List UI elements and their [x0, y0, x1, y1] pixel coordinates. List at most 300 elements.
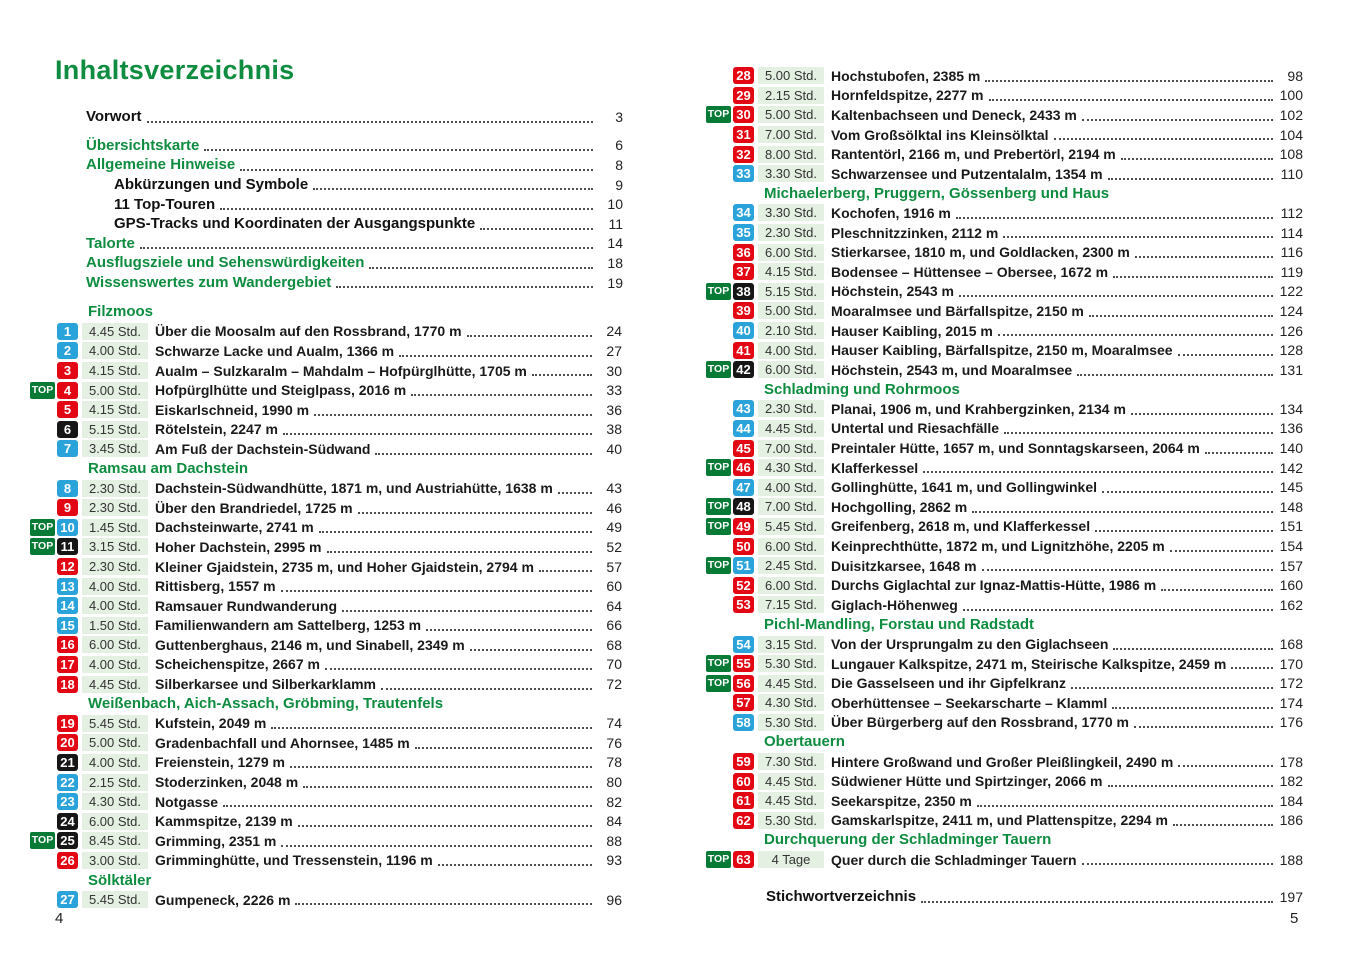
dot-leader — [1003, 236, 1273, 238]
toc-entry — [30, 635, 622, 655]
tour-title: Scheichenspitze, 2667 m — [155, 656, 320, 673]
toc-entry — [30, 655, 622, 675]
page-number: 74 — [606, 715, 622, 732]
top-badge-slot — [30, 519, 57, 536]
dot-leader — [921, 901, 1273, 903]
tour-duration: 5.00 Std. — [758, 67, 824, 84]
tour-title: Giglach-Höhenweg — [831, 596, 958, 613]
dot-leader — [1121, 158, 1273, 160]
tour-duration: 3.00 Std. — [82, 852, 148, 869]
tour-number-badge: 41 — [733, 342, 754, 359]
tour-title: Über Bürgerberg auf den Rossbrand, 1770 m — [831, 714, 1129, 731]
tour-duration: 5.45 Std. — [82, 891, 148, 908]
tour-number-badge: 31 — [733, 126, 754, 143]
toc-entry — [30, 557, 622, 577]
front-matter-label: Abkürzungen und Symbole — [114, 176, 309, 194]
tour-title: Quer durch die Schladminger Tauern — [831, 851, 1077, 868]
page-number: 46 — [606, 499, 622, 516]
tour-number-badge: 2 — [57, 342, 78, 359]
toc-section-heading-row — [706, 615, 1303, 635]
tour-title: Kaltenbachseen und Deneck, 2433 m — [831, 106, 1077, 123]
tour-duration: 7.00 Std. — [758, 498, 824, 515]
tour-duration: 7.00 Std. — [758, 440, 824, 457]
dot-leader — [381, 688, 592, 690]
toc-entry — [30, 576, 622, 596]
tour-title: Freienstein, 1279 m — [155, 754, 285, 771]
dot-leader — [985, 80, 1273, 82]
dot-leader — [480, 228, 593, 230]
tour-title: Kufstein, 2049 m — [155, 715, 267, 732]
left-column — [30, 302, 622, 909]
page-number: 162 — [1279, 596, 1303, 613]
toc-entry — [706, 693, 1303, 713]
top-badge-slot — [706, 459, 733, 476]
tour-title: Lungauer Kalkspitze, 2471 m, Steirische Kalkspitze, 2459 m — [831, 655, 1227, 672]
dot-leader — [1131, 413, 1273, 415]
section-heading: Durchquerung der Schladminger Tauern — [764, 831, 1052, 849]
tour-title: Rötelstein, 2247 m — [155, 421, 278, 438]
tour-number-badge: 58 — [733, 714, 754, 731]
tour-duration: 2.15 Std. — [82, 774, 148, 791]
toc-section-heading-row — [706, 732, 1303, 752]
dot-leader — [271, 727, 592, 729]
tour-number-badge: 42 — [733, 361, 754, 378]
dot-leader — [470, 649, 592, 651]
page-number: 68 — [606, 636, 622, 653]
section-heading: Obertauern — [764, 733, 845, 751]
toc-entry — [30, 811, 622, 831]
top-badge: TOP — [706, 283, 731, 300]
toc-entry — [706, 282, 1303, 302]
tour-title: Greifenberg, 2618 m, und Klafferkessel — [831, 518, 1091, 535]
dot-leader — [290, 766, 592, 768]
tour-duration: 4.45 Std. — [758, 792, 824, 809]
toc-entry — [706, 850, 1303, 870]
toc-entry — [706, 419, 1303, 439]
top-badge: TOP — [30, 382, 55, 399]
page-number: 30 — [606, 362, 622, 379]
page-number: 170 — [1279, 655, 1303, 672]
page-number: 70 — [606, 656, 622, 673]
toc-entry — [706, 673, 1303, 693]
tour-number-badge: 35 — [733, 224, 754, 241]
tour-title: Keinprechthütte, 1872 m, und Lignitzhöhe, 2205 m — [831, 538, 1165, 555]
index-entry-row — [766, 887, 1303, 907]
tour-number-badge: 26 — [57, 852, 78, 869]
dot-leader — [369, 267, 593, 269]
dot-leader — [426, 629, 592, 631]
dot-leader — [1089, 315, 1273, 317]
dot-leader — [989, 99, 1274, 101]
toc-entry — [30, 674, 622, 694]
tour-title: Kochofen, 1916 m — [831, 204, 951, 221]
dot-leader — [532, 374, 592, 376]
tour-duration: 5.30 Std. — [758, 655, 824, 672]
dot-leader — [558, 492, 592, 494]
toc-section-heading-row — [30, 694, 622, 714]
tour-number-badge: 12 — [57, 558, 78, 575]
page-number: 84 — [606, 813, 622, 830]
front-matter-row — [86, 214, 623, 234]
tour-number-badge: 21 — [57, 754, 78, 771]
dot-leader — [342, 610, 592, 612]
tour-title: Dachstein-Südwandhütte, 1871 m, und Austriahütte, 1638 m — [155, 480, 553, 497]
tour-title: Silberkarsee und Silberkarklamm — [155, 676, 376, 693]
toc-entry — [30, 792, 622, 812]
top-badge: TOP — [706, 498, 731, 515]
top-badge: TOP — [30, 832, 55, 849]
tour-number-badge: 50 — [733, 538, 754, 555]
dot-leader — [411, 394, 592, 396]
dot-leader — [1102, 491, 1273, 493]
front-matter-label: GPS-Tracks und Koordinaten der Ausgangspunkte — [114, 215, 476, 233]
tour-number-badge: 8 — [57, 480, 78, 497]
tour-number-badge: 15 — [57, 617, 78, 634]
top-badge: TOP — [706, 106, 731, 123]
tour-number-badge: 52 — [733, 577, 754, 594]
tour-duration: 4.00 Std. — [82, 597, 148, 614]
page-number: 57 — [606, 558, 622, 575]
page-number: 160 — [1279, 577, 1303, 594]
page-number: 128 — [1279, 342, 1303, 359]
tour-number-badge: 43 — [733, 400, 754, 417]
tour-number-badge: 14 — [57, 597, 78, 614]
tour-duration: 4.15 Std. — [82, 401, 148, 418]
tour-title: Gollinghütte, 1641 m, und Gollingwinkel — [831, 479, 1098, 496]
tour-number-badge: 55 — [733, 655, 754, 672]
tour-title: Planai, 1906 m, und Krahbergzinken, 2134 m — [831, 400, 1126, 417]
dot-leader — [336, 286, 593, 288]
toc-entry — [706, 105, 1303, 125]
toc-entry — [706, 811, 1303, 831]
dot-leader — [1077, 374, 1273, 376]
tour-title: Hornfeldspitze, 2277 m — [831, 87, 984, 104]
tour-number-badge: 19 — [57, 715, 78, 732]
toc-entry — [706, 438, 1303, 458]
toc-entry — [706, 125, 1303, 145]
front-matter-row — [86, 234, 623, 254]
tour-duration: 4 Tage — [758, 851, 824, 868]
page-number: 18 — [607, 254, 623, 271]
dot-leader — [313, 188, 593, 190]
toc-entry — [706, 360, 1303, 380]
tour-title: Notgasse — [155, 793, 219, 810]
tour-duration: 5.45 Std. — [82, 715, 148, 732]
toc-entry — [30, 361, 622, 381]
top-badge-slot — [706, 106, 733, 123]
tour-title: Hofpürglhütte und Steiglpass, 2016 m — [155, 382, 407, 399]
toc-entry — [706, 321, 1303, 341]
top-badge: TOP — [706, 675, 731, 692]
page-number: 154 — [1279, 538, 1303, 555]
tour-number-badge: 63 — [733, 851, 754, 868]
tour-title: Seekarspitze, 2350 m — [831, 792, 972, 809]
page-number: 178 — [1279, 753, 1303, 770]
toc-entry — [706, 86, 1303, 106]
tour-duration: 5.00 Std. — [758, 106, 824, 123]
tour-duration: 2.30 Std. — [82, 480, 148, 497]
top-badge: TOP — [706, 655, 731, 672]
dot-leader — [415, 747, 592, 749]
page-number: 10 — [607, 196, 623, 213]
page-number: 80 — [606, 774, 622, 791]
tour-title: Gamskarlspitze, 2411 m, und Plattenspitze, 2294 m — [831, 812, 1168, 829]
dot-leader — [1082, 119, 1273, 121]
tour-title: Gumpeneck, 2226 m — [155, 891, 291, 908]
page-number: 142 — [1279, 459, 1303, 476]
tour-title: Die Gasselseen und ihr Gipfelkranz — [831, 675, 1066, 692]
dot-leader — [959, 295, 1273, 297]
tour-title: Höchstein, 2543 m, und Moaralmsee — [831, 361, 1073, 378]
tour-duration: 5.30 Std. — [758, 714, 824, 731]
footer-page-number-left: 4 — [55, 910, 64, 927]
front-matter-row — [86, 273, 623, 293]
page-number: 27 — [606, 342, 622, 359]
dot-leader — [1082, 863, 1273, 865]
tour-title: Hoher Dachstein, 2995 m — [155, 538, 322, 555]
dot-leader — [998, 334, 1273, 336]
dot-leader — [1113, 648, 1273, 650]
page-number: 168 — [1279, 636, 1303, 653]
tour-number-badge: 20 — [57, 734, 78, 751]
front-matter-label: Vorwort — [86, 108, 142, 126]
toc-entry — [30, 537, 622, 557]
toc-section-heading-row — [706, 830, 1303, 850]
section-heading: Ramsau am Dachstein — [88, 460, 249, 478]
tour-number-badge: 45 — [733, 440, 754, 457]
tour-number-badge: 16 — [57, 636, 78, 653]
tour-title: Hauser Kaibling, Bärfallspitze, 2150 m, Moaralmsee — [831, 342, 1173, 359]
toc-entry — [706, 497, 1303, 517]
tour-duration: 8.00 Std. — [758, 146, 824, 163]
toc-entry — [30, 439, 622, 459]
page-number: 172 — [1279, 675, 1303, 692]
tour-duration: 4.00 Std. — [758, 342, 824, 359]
top-badge-slot — [30, 538, 57, 555]
dot-leader — [1108, 785, 1274, 787]
dot-leader — [1134, 726, 1273, 728]
top-badge-slot — [706, 675, 733, 692]
dot-leader — [1054, 138, 1273, 140]
tour-title: Dachsteinwarte, 2741 m — [155, 519, 314, 536]
section-heading: Weißenbach, Aich-Assach, Gröbming, Trautenfels — [88, 695, 444, 713]
dot-leader — [314, 414, 592, 416]
tour-duration: 2.10 Std. — [758, 322, 824, 339]
page-number: 100 — [1279, 87, 1303, 104]
toc-entry — [30, 341, 622, 361]
top-badge-slot — [706, 498, 733, 515]
page-number: 110 — [1280, 165, 1303, 182]
page-number: 108 — [1279, 146, 1303, 163]
tour-duration: 4.45 Std. — [758, 773, 824, 790]
page-number: 124 — [1279, 302, 1303, 319]
tour-duration: 2.15 Std. — [758, 87, 824, 104]
front-matter-row — [86, 175, 623, 195]
page-number: 40 — [606, 440, 622, 457]
top-badge: TOP — [706, 851, 731, 868]
tour-number-badge: 62 — [733, 812, 754, 829]
toc-entry — [30, 713, 622, 733]
tour-duration: 1.45 Std. — [82, 519, 148, 536]
dot-leader — [283, 433, 592, 435]
toc-entry — [30, 616, 622, 636]
dot-leader — [220, 208, 593, 210]
tour-duration: 7.30 Std. — [758, 753, 824, 770]
tour-duration: 4.00 Std. — [82, 342, 148, 359]
top-badge: TOP — [706, 557, 731, 574]
page-number: 174 — [1279, 694, 1303, 711]
toc-entry — [706, 713, 1303, 733]
toc-entry — [30, 733, 622, 753]
tour-number-badge: 25 — [57, 832, 78, 849]
page-number: 76 — [606, 734, 622, 751]
page-number: 131 — [1279, 361, 1303, 378]
tour-duration: 3.15 Std. — [82, 538, 148, 555]
top-badge-slot — [30, 382, 57, 399]
page-number: 116 — [1280, 244, 1303, 261]
tour-number-badge: 32 — [733, 146, 754, 163]
tour-title: Moaralmsee und Bärfallspitze, 2150 m — [831, 302, 1084, 319]
tour-number-badge: 61 — [733, 792, 754, 809]
tour-number-badge: 4 — [57, 382, 78, 399]
tour-number-badge: 27 — [57, 891, 78, 908]
dot-leader — [325, 668, 592, 670]
dot-leader — [956, 217, 1273, 219]
dot-leader — [1113, 276, 1273, 278]
page-number: 151 — [1279, 518, 1303, 535]
toc-entry — [706, 556, 1303, 576]
page-number: 145 — [1279, 479, 1303, 496]
tour-number-badge: 60 — [733, 773, 754, 790]
top-badge: TOP — [706, 518, 731, 535]
dot-leader — [982, 569, 1273, 571]
page-number: 186 — [1279, 812, 1303, 829]
dot-leader — [204, 149, 593, 151]
toc-entry — [30, 322, 622, 342]
top-badge: TOP — [706, 361, 731, 378]
index-entry-label: Stichwortverzeichnis — [766, 888, 917, 906]
tour-title: Grimminghütte, und Tressenstein, 1196 m — [155, 852, 433, 869]
tour-duration: 3.30 Std. — [758, 204, 824, 221]
page-number: 9 — [615, 176, 623, 193]
page-number: 197 — [1279, 888, 1303, 905]
toc-entry — [706, 144, 1303, 164]
tour-number-badge: 59 — [733, 753, 754, 770]
tour-duration: 4.00 Std. — [758, 479, 824, 496]
front-matter-row — [86, 253, 623, 273]
tour-title: Von der Ursprungalm zu den Giglachseen — [831, 636, 1109, 653]
front-matter-label: 11 Top-Touren — [114, 195, 216, 213]
tour-title: Höchstein, 2543 m — [831, 283, 954, 300]
front-matter-label: Allgemeine Hinweise — [86, 156, 236, 174]
tour-duration: 6.00 Std. — [82, 636, 148, 653]
tour-duration: 8.45 Std. — [82, 832, 148, 849]
page-number: 52 — [606, 538, 622, 555]
tour-number-badge: 10 — [57, 519, 78, 536]
dot-leader — [1205, 452, 1273, 454]
dot-leader — [281, 845, 592, 847]
page-number: 60 — [606, 578, 622, 595]
tour-title: Guttenberghaus, 2146 m, und Sinabell, 2349 m — [155, 636, 465, 653]
front-matter-label: Übersichtskarte — [86, 136, 200, 154]
tour-number-badge: 5 — [57, 401, 78, 418]
tour-title: Gradenbachfall und Ahornsee, 1485 m — [155, 734, 410, 751]
page-number: 188 — [1279, 851, 1303, 868]
toc-section-heading-row — [30, 459, 622, 479]
dot-leader — [240, 169, 593, 171]
page-number: 64 — [606, 597, 622, 614]
tour-duration: 5.15 Std. — [758, 283, 824, 300]
front-matter-label: Wissenswertes zum Wandergebiet — [86, 274, 332, 292]
tour-number-badge: 22 — [57, 774, 78, 791]
tour-duration: 3.30 Std. — [758, 165, 824, 182]
page-number: 24 — [606, 323, 622, 340]
top-badge: TOP — [706, 459, 731, 476]
tour-title: Über den Brandriedel, 1725 m — [155, 499, 353, 516]
section-heading: Filzmoos — [88, 303, 154, 321]
dot-leader — [1231, 667, 1273, 669]
page-number: 126 — [1279, 322, 1303, 339]
page-number: 184 — [1279, 792, 1303, 809]
page-number: 33 — [606, 382, 622, 399]
tour-number-badge: 11 — [57, 538, 78, 555]
toc-entry — [30, 380, 622, 400]
tour-number-badge: 49 — [733, 518, 754, 535]
tour-duration: 2.30 Std. — [82, 499, 148, 516]
tour-number-badge: 7 — [57, 440, 78, 457]
front-matter-label: Ausflugsziele und Sehenswürdigkeiten — [86, 254, 365, 272]
toc-entry — [706, 517, 1303, 537]
tour-duration: 4.30 Std. — [758, 694, 824, 711]
tour-number-badge: 1 — [57, 323, 78, 340]
toc-entry — [30, 596, 622, 616]
dot-leader — [1112, 707, 1273, 709]
tour-title: Grimming, 2351 m — [155, 832, 277, 849]
page-number: 78 — [606, 754, 622, 771]
front-matter-row — [86, 136, 623, 156]
section-heading: Sölktäler — [88, 871, 152, 889]
page-title: Inhaltsverzeichnis — [55, 55, 295, 85]
toc-entry — [30, 400, 622, 420]
toc-entry — [706, 654, 1303, 674]
tour-number-badge: 48 — [733, 498, 754, 515]
dot-leader — [223, 805, 592, 807]
tour-duration: 2.30 Std. — [82, 558, 148, 575]
tour-number-badge: 44 — [733, 420, 754, 437]
tour-title: Pleschnitzzinken, 2112 m — [831, 224, 999, 241]
dot-leader — [1170, 550, 1273, 552]
page-number: 98 — [1287, 67, 1303, 84]
page-number: 182 — [1279, 773, 1303, 790]
top-badge-slot — [706, 851, 733, 868]
page-number: 14 — [607, 235, 623, 252]
toc-entry — [706, 340, 1303, 360]
tour-duration: 4.00 Std. — [82, 578, 148, 595]
dot-leader — [327, 551, 592, 553]
tour-title: Preintaler Hütte, 1657 m, und Sonntagskarseen, 2064 m — [831, 440, 1200, 457]
page-number: 66 — [606, 617, 622, 634]
dot-leader — [1004, 432, 1273, 434]
toc-entry — [30, 851, 622, 871]
dot-leader — [977, 805, 1273, 807]
tour-number-badge: 24 — [57, 813, 78, 830]
dot-leader — [1173, 824, 1273, 826]
tour-number-badge: 40 — [733, 322, 754, 339]
tour-number-badge: 18 — [57, 676, 78, 693]
tour-number-badge: 39 — [733, 302, 754, 319]
tour-title: Über die Moosalm auf den Rossbrand, 1770 m — [155, 323, 462, 340]
section-heading: Schladming und Rohrmoos — [764, 380, 960, 398]
